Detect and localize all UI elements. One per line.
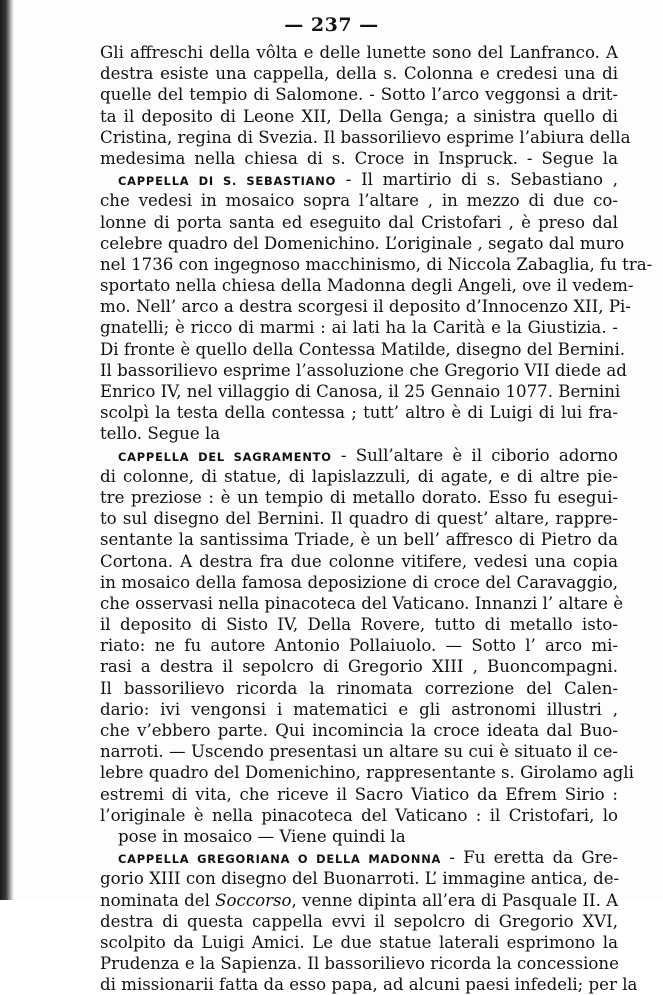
text-line: di colonne, di statue, di lapislazzuli, di agate, e di altre pie- (100, 466, 618, 486)
text-line: sportato nella chiesa della Madonna degli Angeli, ove il vedem- (100, 276, 634, 296)
text-line: lonne di porta santa ed eseguito dal Cristofari , è preso dal (100, 212, 618, 232)
text-line: dario: ivi vengonsi i matematici e gli astronomi illustri , (100, 699, 618, 719)
text-line: medesima nella chiesa di s. Croce in Inspruck. - Segue la (100, 148, 618, 168)
text-line: ta il deposito di Leone XII, Della Genga; a sinistra quello di (100, 106, 618, 126)
text-line: che osservasi nella pinacoteca del Vaticano. Innanzi l’ altare è (100, 593, 624, 613)
text-line: to sul disegno del Bernini. Il quadro di quest’ altare, rappre- (100, 509, 618, 529)
text-line: estremi di vita, che riceve il Sacro Viatico da Efrem Sirio : (100, 784, 618, 804)
text-line: Gli affreschi della vôlta e delle lunette sono del Lanfranco. A (100, 43, 618, 62)
text-line: tre preziose : è un tempio di metallo dorato. Esso fu esegui- (100, 487, 618, 507)
text-line: Cristina, regina di Svezia. Il bassorilievo esprime l’abiura della (100, 127, 631, 147)
text-line: quelle del tempio di Salomone. - Sotto l’arco veggonsi a drit- (100, 85, 618, 105)
text-line: Enrico IV, nel villaggio di Canosa, il 25 Gennaio 1077. Bernini (100, 382, 621, 401)
text-line-with-italic (100, 890, 618, 911)
text-line: pose in mosaico — Viene quindi la (118, 826, 406, 846)
page-gutter-shadow (0, 0, 14, 900)
text-line: narroti. — Uscendo presentasi un altare su cui è situato il ce- (100, 742, 618, 762)
heading-line-text: - Sull’altare è il ciborio adorno (331, 445, 618, 465)
line-text-before: nominata del (100, 890, 216, 910)
text-line: gnatelli; è ricco di marmi : ai lati ha la Carità e la Giustizia. - (100, 318, 618, 338)
text-line-with-heading (100, 445, 618, 466)
text-line: Prudenza e la Sapienza. Il bassorilievo ricorda la concessione (100, 954, 619, 974)
line-text-after: , venne dipinta all’era di Pasquale II. A (291, 890, 619, 910)
text-line: scolpì la testa della contessa ; tutt’ altro è di Luigi di lui fra- (100, 403, 618, 423)
text-line-with-heading (100, 847, 618, 868)
text-line: Il bassorilievo esprime l’assoluzione che Gregorio VII diede ad (100, 360, 627, 380)
text-line: mo. Nell’ arco a destra scorgesi il deposito d’Innocenzo XII, Pi- (100, 297, 631, 317)
text-line: rasi a destra il sepolcro di Gregorio XIII , Buoncompagni. (100, 657, 618, 677)
italic-term: Soccorso (215, 890, 292, 910)
heading-line-text: - Fu eretta da Gre- (441, 848, 618, 868)
text-line: che vedesi in mosaico sopra l’altare , in mezzo di due co- (100, 191, 618, 211)
text-line: Di fronte è quello della Contessa Matilde, disegno del Bernini. (100, 339, 626, 359)
text-line: il deposito di Sisto IV, Della Rovere, tutto di metallo isto- (100, 615, 618, 635)
text-line: di missionarii fatta da esso papa, ad alcuni paesi infedeli; per la (100, 975, 638, 995)
text-line: Il bassorilievo ricorda la rinomata correzione del Calen- (100, 678, 618, 698)
section-heading: CAPPELLA GREGORIANA O DELLA MADONNA (118, 852, 442, 867)
text-line: nel 1736 con ingegnoso macchinismo, di Niccola Zabaglia, fu tra- (100, 254, 653, 274)
section-heading: CAPPELLA DEL SAGRAMENTO (118, 449, 332, 464)
page-number: — 237 — (284, 14, 379, 36)
text-line: in mosaico della famosa deposizione di croce del Caravaggio, (100, 572, 618, 592)
text-line: gorio XIII con disegno del Buonarroti. L’ immagine antica, de- (100, 869, 620, 889)
text-line: che v’ebbero parte. Qui incomincia la croce ideata dal Buo- (100, 721, 618, 740)
text-line: riato: ne fu autore Antonio Pollaiuolo. — Sotto l’ arco mi- (100, 636, 618, 656)
text-line: tello. Segue la (100, 424, 221, 444)
text-line: Cortona. A destra fra due colonne vitifere, vedesi una copia (100, 551, 618, 571)
text-line: lebre quadro del Domenichino, rappresentante s. Girolamo agli (100, 763, 634, 783)
text-line-with-heading (100, 169, 618, 190)
text-line: celebre quadro del Domenichino. L’originale , segato dal muro (100, 233, 625, 253)
text-line: destra esiste una cappella, della s. Colonna e credesi una di (100, 64, 618, 84)
text-line: l’originale è nella pinacoteca del Vaticano : il Cristofari, lo (100, 805, 618, 825)
text-line: destra di questa cappella evvi il sepolcro di Gregorio XVI, (100, 911, 618, 931)
section-heading: CAPPELLA DI S. SEBASTIANO (118, 174, 337, 189)
body-text (100, 42, 653, 995)
text-line: sentante la santissima Triade, è un bell’ affresco di Pietro da (100, 530, 618, 550)
heading-line-text: - Il martirio di s. Sebastiano , (336, 170, 618, 190)
text-line: scolpito da Luigi Amici. Le due statue laterali esprimono la (100, 932, 618, 952)
